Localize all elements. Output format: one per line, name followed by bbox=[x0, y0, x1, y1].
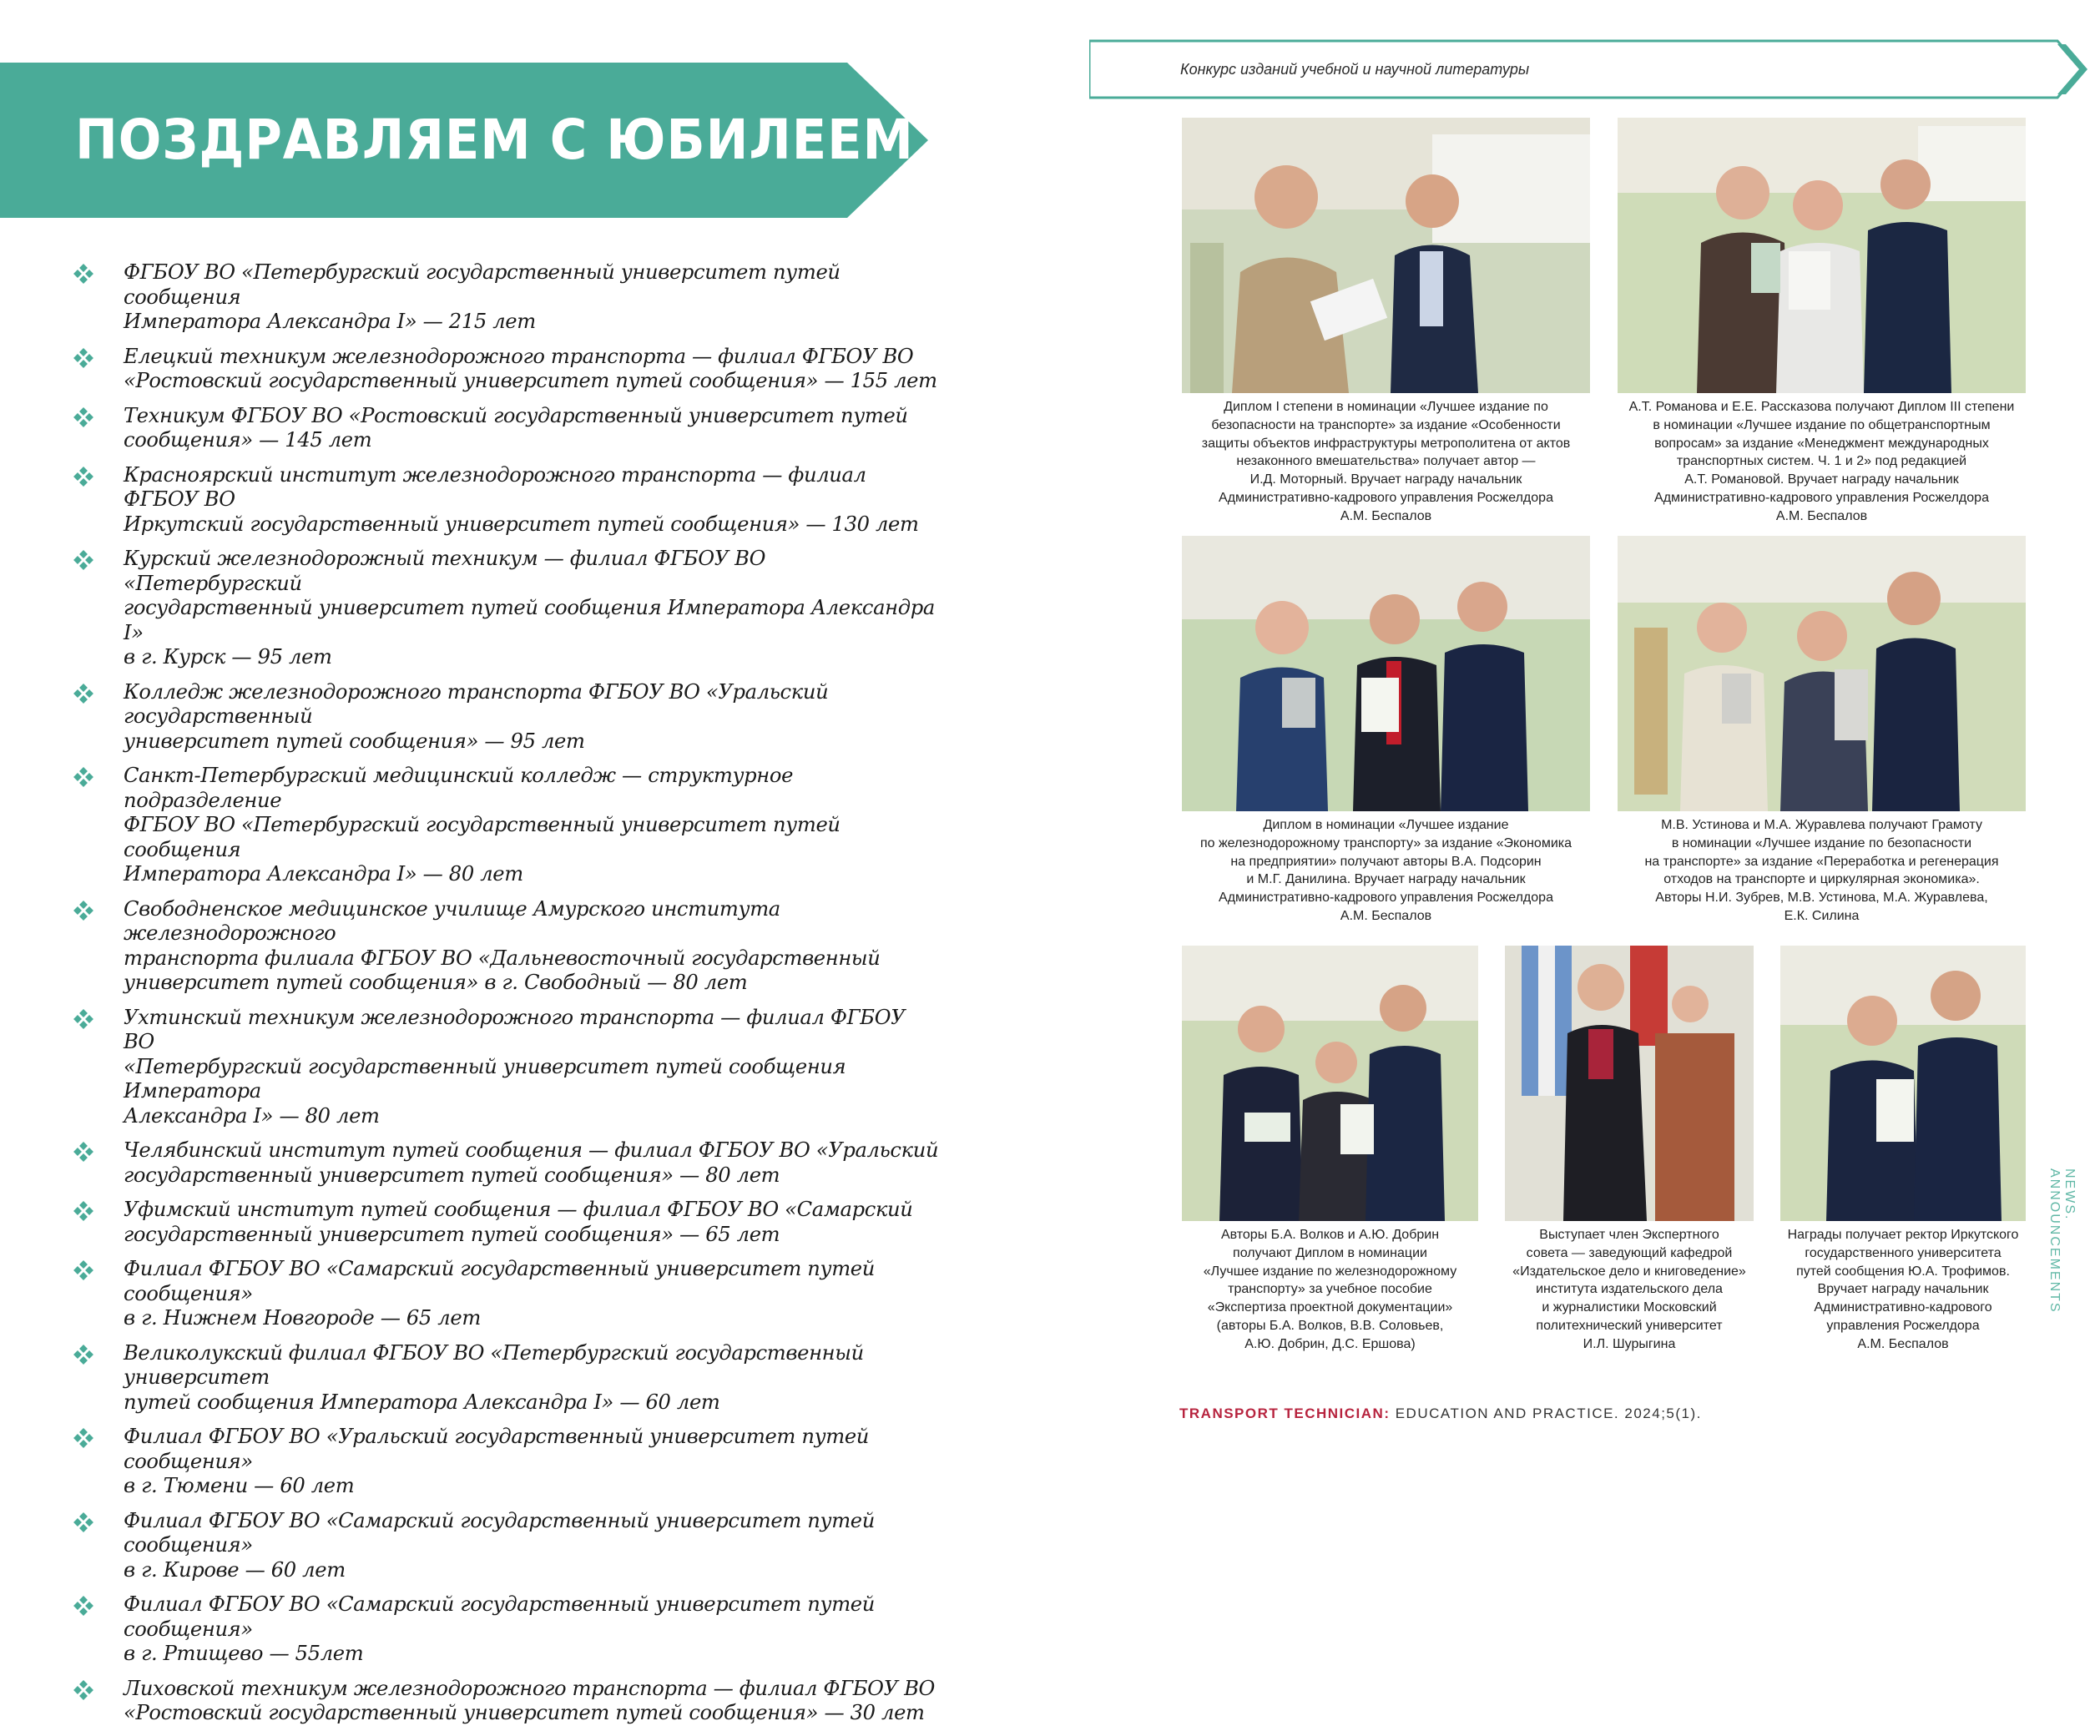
photo-5 bbox=[1182, 946, 1478, 1221]
photo-caption-7: Награды получает ректор Иркутского государственного университета путей сообщения Ю.А. Трофимов. Вручает награду начальник Административно-кадрового управления Росжелдора А.М. Беспалов bbox=[1787, 1228, 2019, 1351]
photo-caption-5: Авторы Б.А. Волков и А.Ю. Добрин получают Диплом в номинации «Лучшее издание по железнодорожному транспорту» за учебное пособие «Экспертиза проектной документации» (авторы Б.А. Волков, В.В. Соловьев, А.Ю. Добрин, Д.С. Ершова) bbox=[1203, 1228, 1457, 1351]
list-item-text: Елецкий техникум железнодорожного транспорта — филиал ФГБОУ ВО «Ростовский государственный университет путей сообщения» — 155 лет bbox=[124, 344, 937, 392]
list-item-text: Филиал ФГБОУ ВО «Самарский государственный университет путей сообщения» в г. Ртищево — 55лет bbox=[124, 1592, 875, 1665]
diamond-bullet-icon bbox=[73, 684, 93, 704]
section-banner bbox=[0, 63, 931, 218]
diamond-bullet-icon bbox=[73, 348, 93, 368]
photo-3 bbox=[1182, 536, 1590, 811]
diamond-bullet-icon bbox=[73, 264, 93, 284]
list-item-text: Колледж железнодорожного транспорта ФГБОУ ВО «Уральский государственный университет путей сообщения» — 95 лет bbox=[124, 679, 829, 753]
list-item bbox=[73, 345, 941, 394]
list-item bbox=[73, 1257, 941, 1331]
list-item bbox=[73, 1341, 941, 1416]
diamond-bullet-icon bbox=[73, 1009, 93, 1029]
diamond-bullet-icon bbox=[73, 1260, 93, 1280]
list-item-text: Уфимский институт путей сообщения — филиал ФГБОУ ВО «Самарский государственный университет путей сообщения» — 65 лет bbox=[124, 1198, 913, 1246]
diamond-bullet-icon bbox=[73, 467, 93, 487]
photo-caption-1: Диплом I степени в номинации «Лучшее издание по безопасности на транспорте» за издание «Особенности защиты объектов инфраструктуры метрополитена от актов незаконного вмешательства» получает автор — И.Д. Моторный. Вручает награду начальник Административно-кадрового управления Росжелдора А.М. Беспалов bbox=[1201, 400, 1571, 523]
diamond-bullet-icon bbox=[73, 1680, 93, 1700]
diamond-bullet-icon bbox=[73, 1596, 93, 1616]
list-item bbox=[73, 1592, 941, 1667]
list-item-text: Лиховской техникум железнодорожного транспорта — филиал ФГБОУ ВО «Ростовский государственный университет путей сообщения» — 30 лет bbox=[124, 1676, 936, 1724]
list-item-text: ФГБОУ ВО «Петербургский государственный университет путей сообщения Императора Александра I» — 215 лет bbox=[124, 260, 841, 333]
list-item-text: Техникум ФГБОУ ВО «Ростовский государственный университет путей сообщения» — 145 лет bbox=[124, 403, 908, 452]
diamond-bullet-icon bbox=[73, 767, 93, 787]
list-item-text: Филиал ФГБОУ ВО «Уральский государственный университет путей сообщения» в г. Тюмени — 60 лет bbox=[124, 1425, 870, 1497]
list-item-text: Красноярский институт железнодорожного транспорта — филиал ФГБОУ ВО Иркутский государственный университет путей сообщения» — 130 лет bbox=[124, 462, 919, 536]
diamond-bullet-icon bbox=[73, 1512, 93, 1532]
diamond-bullet-icon bbox=[73, 1142, 93, 1162]
photo-caption-4: М.В. Устинова и М.А. Журавлева получают Грамоту в номинации «Лучшее издание по безопасности на транспорте» за издание «Переработка и регенерация отходов на транспорте и циркулярная экономика». Авторы Н.И. Зубрев, М.В. Устинова, М.А. Журавлева, Е.К. Силина bbox=[1644, 818, 1999, 923]
header-title: Конкурс изданий учебной и научной литературы bbox=[1180, 61, 1530, 78]
diamond-bullet-icon bbox=[73, 1201, 93, 1221]
list-item bbox=[73, 1138, 941, 1188]
photo-1 bbox=[1182, 118, 1590, 393]
list-item-text: Филиал ФГБОУ ВО «Самарский государственный университет путей сообщения» в г. Нижнем Новгороде — 65 лет bbox=[124, 1257, 875, 1330]
list-item bbox=[73, 547, 941, 670]
photo-6 bbox=[1505, 946, 1754, 1221]
list-item-text: Санкт-Петербургский медицинский колледж — структурное подразделение ФГБОУ ВО «Петербургский государственный университет путей сообщения Императора Александра I» — 80 лет bbox=[124, 764, 841, 886]
list-item bbox=[73, 1677, 941, 1726]
list-item bbox=[73, 764, 941, 887]
photo-caption-2: А.Т. Романова и Е.Е. Рассказова получают Диплом III степени в номинации «Лучшее издание по общетранспортным вопросам» за издание «Менеджмент международных транспортных систем. Ч. 1 и 2» под редакцией А.Т. Романовой. Вручает награду начальник Административно-кадрового управления Росжелдора А.М. Беспалов bbox=[1628, 400, 2015, 523]
journal-issue: EDUCATION AND PRACTICE. 2024;5(1). bbox=[1390, 1405, 1702, 1421]
list-item-text: Великолукский филиал ФГБОУ ВО «Петербургский государственный университет путей сообщения Императора Александра I» — 60 лет bbox=[124, 1340, 864, 1414]
list-item-text: Челябинский институт путей сообщения — филиал ФГБОУ ВО «Уральский государственный университет путей сообщения» — 80 лет bbox=[124, 1138, 939, 1187]
anniversary-list bbox=[73, 260, 941, 1736]
list-item bbox=[73, 260, 941, 335]
list-item bbox=[73, 680, 941, 754]
photo-caption-6: Выступает член Экспертного совета — заведующий кафедрой «Издательское дело и книговедение» института издательского дела и журналистики Московский политехнический университет И.Л. Шурыгина bbox=[1512, 1228, 1746, 1351]
list-item bbox=[73, 404, 941, 453]
diamond-bullet-icon bbox=[73, 550, 93, 570]
list-item-text: Филиал ФГБОУ ВО «Самарский государственный университет путей сообщения» в г. Кирове — 60 лет bbox=[124, 1508, 875, 1582]
diamond-bullet-icon bbox=[73, 1345, 93, 1365]
list-item bbox=[73, 1425, 941, 1499]
list-item bbox=[73, 463, 941, 537]
photo-7 bbox=[1780, 946, 2026, 1221]
list-item bbox=[73, 1006, 941, 1129]
list-item bbox=[73, 1198, 941, 1247]
photo-caption-3: Диплом в номинации «Лучшее издание по железнодорожному транспорту» за издание «Экономика на предприятии» получают авторы В.А. Подсорин и М.Г. Данилина. Вручает награду начальник Административно-кадрового управления Росжелдора А.М. Беспалов bbox=[1199, 818, 1572, 923]
list-item-text: Ухтинский техникум железнодорожного транспорта — филиал ФГБОУ ВО «Петербургский государственный университет путей сообщения Императора Александра I» — 80 лет bbox=[124, 1005, 906, 1128]
list-item-text: Курский железнодорожный техникум — филиал ФГБОУ ВО «Петербургский государственный университет путей сообщения Императора Александра I» в г. Курск — 95 лет bbox=[124, 547, 935, 669]
diamond-bullet-icon bbox=[73, 1428, 93, 1448]
photo-2 bbox=[1618, 118, 2026, 393]
banner-title: ПОЗДРАВЛЯЕМ С ЮБИЛЕЕМ bbox=[75, 108, 914, 172]
diamond-bullet-icon bbox=[73, 407, 93, 427]
journal-name: TRANSPORT TECHNICIAN: bbox=[1179, 1405, 1391, 1421]
list-item bbox=[73, 1509, 941, 1583]
journal-footer bbox=[1179, 1405, 1702, 1422]
list-item bbox=[73, 897, 941, 996]
section-side-label: NEWS. ANNOUNCEMENTS bbox=[2047, 1168, 2077, 1314]
diamond-bullet-icon bbox=[73, 901, 93, 921]
photo-4 bbox=[1618, 536, 2026, 811]
list-item-text: Свободненское медицинское училище Амурского института железнодорожного транспорта филиала ФГБОУ ВО «Дальневосточный государственный университет путей сообщения» в г. Свободный — 80 лет bbox=[124, 896, 881, 994]
